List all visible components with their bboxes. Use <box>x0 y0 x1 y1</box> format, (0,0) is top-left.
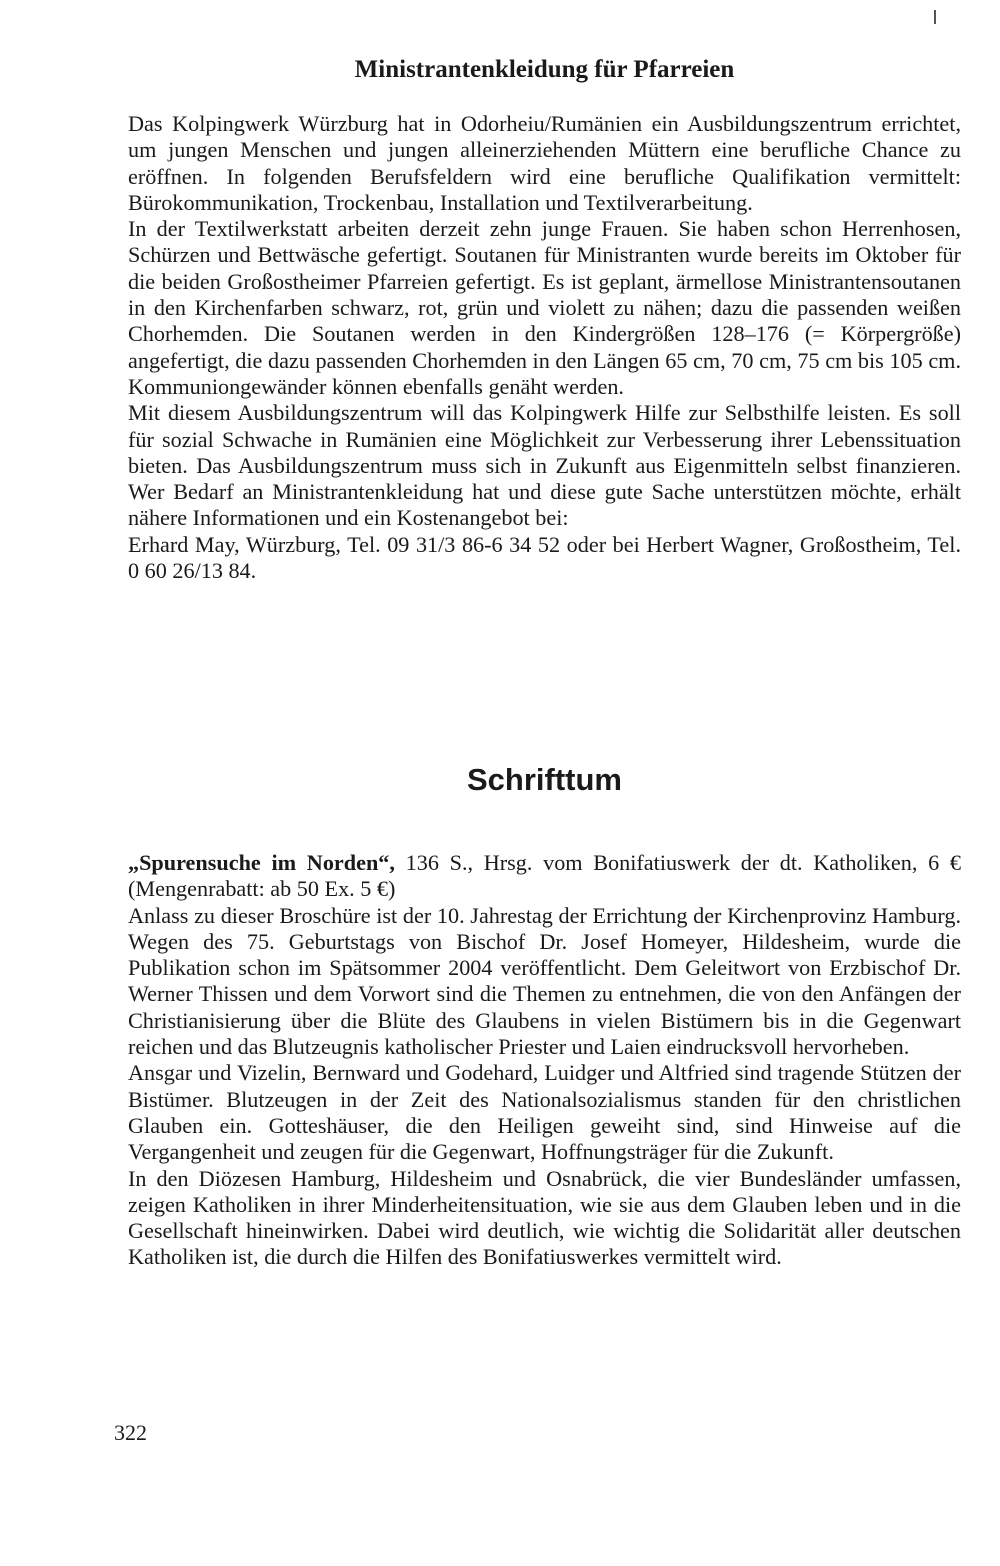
review-paragraph: Ansgar und Vizelin, Bernward und Godehard, Luidger und Altfried sind tragende Stützen der Bistümer. Blutzeugen in der Zeit des Nationalsozialismus standen für den christlichen Glauben ein. Gotteshäuser, die den Heiligen geweiht sind, sind Hinweise auf die Vergangenheit und zeugen für die Gegenwart, Hoffnungsträger für die Zukunft. <box>128 1060 961 1165</box>
review-paragraph: In den Diözesen Hamburg, Hildesheim und Osnabrück, die vier Bundesländer umfassen, zeigen Katholiken in ihrer Minderheitensituation, wie sie aus dem Glauben leben und in die Gesellschaft hineinwirken. Dabei wird deutlich, wie wichtig die Solidarität aller deutschen Katholiken ist, die durch die Hilfen des Bonifatiuswerkes vermittelt wird. <box>128 1165 961 1270</box>
scan-mark <box>934 10 936 24</box>
review-paragraph: Anlass zu dieser Broschüre ist der 10. Jahrestag der Errichtung der Kirchenprovinz Hamburg. Wegen des 75. Geburtstags von Bischof Dr. Josef Homeyer, Hildesheim, wurde die Publikation schon im Spätsommer 2004 veröffentlicht. Dem Geleitwort von Erzbischof Dr. Werner Thissen und dem Vorwort sind die Themen zu entnehmen, die von den Anfängen der Christianisierung über die Blüte des Glaubens in vielen Bistümern bis in die Gegenwart reichen und das Blutzeugnis katholischer Priester und Laien eindrucksvoll hervorheben. <box>128 902 961 1060</box>
section-heading: Schrifttum <box>467 762 622 797</box>
review-citation <box>128 850 961 903</box>
review-book-title: „Spurensuche im Norden“, <box>128 850 395 875</box>
review-book-details: 136 S., Hrsg. vom Bonifatiuswerk der dt. Katholiken, 6 € (Mengenrabatt: ab 50 Ex. 5 €) <box>128 850 961 902</box>
article-paragraph: In der Textilwerkstatt arbeiten derzeit zehn junge Frauen. Sie haben schon Herrenhosen, Schürzen und Bettwäsche gefertigt. Soutanen für Ministranten wurde bereits im Oktober für die beiden Großostheimer Pfarreien gefertigt. Es ist geplant, ärmellose Ministrantensoutanen in den Kirchenfarben schwarz, rot, grün und violett zu nähen; dazu die passenden weißen Chorhemden. Die Soutanen werden in den Kindergrößen 128–176 (= Körpergröße) angefertigt, die dazu passenden Chorhemden in den Längen 65 cm, 70 cm, 75 cm bis 105 cm. Kommuniongewänder können ebenfalls genäht werden. <box>128 216 961 399</box>
article-body <box>128 111 961 584</box>
book-review <box>128 850 961 1271</box>
page-number: 322 <box>114 1420 147 1445</box>
article-title: Ministrantenkleidung für Pfarreien <box>354 56 735 83</box>
article-paragraph: Mit diesem Ausbildungszentrum will das Kolpingwerk Hilfe zur Selbsthilfe leisten. Es soll für sozial Schwache in Rumänien eine Möglichkeit zur Verbesserung ihrer Lebenssituation bieten. Das Ausbildungszentrum muss sich in Zukunft aus Eigenmitteln selbst finanzieren. Wer Bedarf an Ministrantenkleidung hat und diese gute Sache unterstützen möchte, erhält nähere Informationen und ein Kostenangebot bei: <box>128 400 961 531</box>
article-paragraph: Das Kolpingwerk Würzburg hat in Odorheiu/Rumänien ein Ausbildungszentrum errichtet, um jungen Menschen und jungen alleinerziehenden Müttern eine berufliche Chance zu eröffnen. In folgenden Berufsfeldern wird eine berufliche Qualifikation vermittelt: Bürokommunikation, Trockenbau, Installation und Textilverarbeitung. <box>128 111 961 215</box>
page-content <box>128 55 961 1270</box>
article-contact: Erhard May, Würzburg, Tel. 09 31/3 86-6 34 52 oder bei Herbert Wagner, Großostheim, Tel. 0 60 26/13 84. <box>128 531 961 584</box>
